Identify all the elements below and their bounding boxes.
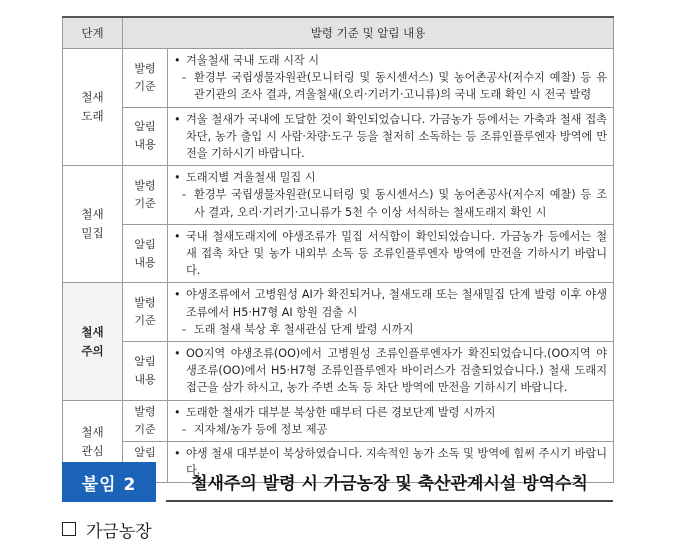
issue-label: 발령 기준: [123, 166, 168, 225]
notice-content: • 야생 철새 대부분이 북상하였습니다. 지속적인 농가 소독 및 방역에 힘써 주시기 바랍니다.: [168, 442, 614, 483]
notice-content: • 겨울 철새가 국내에 도달한 것이 확인되었습니다. 가금농가 등에서는 가축과 철새 접촉 차단, 농가 출입 시 사람·차량·도구 등을 철저히 소독하는 등 조류인플루엔자 방역에 만전을 기하시기 바랍니다.: [168, 107, 614, 166]
annex-badge: 붙임 2: [62, 462, 156, 502]
table-row: [63, 400, 614, 441]
section-heading: [62, 516, 152, 542]
stage-cell-arrival: 철새 도래: [63, 49, 123, 166]
issue-criteria: • 도래지별 겨울철새 밀집 시 - 환경부 국립생물자원관(모니터링 및 동시센서스) 및 농어촌공사(저수지 예찰) 등 조사 결과, 오리·기러기·고니류가 5천 수 이상 서식하는 철새도래지 확인 시: [168, 166, 614, 225]
table-row: [63, 283, 614, 342]
stage-cell-interest: 철새 관심: [63, 400, 123, 483]
issue-criteria: • 도래한 철새가 대부분 북상한 때부터 다른 경보단계 발령 시까지 - 지자체/농가 등에 정보 제공: [168, 400, 614, 441]
issue-criteria: • 야생조류에서 고병원성 AI가 확진되거나, 철새도래 또는 철새밀집 단계 발령 이후 야생조류에서 H5·H7형 AI 항원 검출 시 - 도래 철새 북상 후 철새관심 단계 발령 시까지: [168, 283, 614, 342]
header-stage: 단계: [63, 17, 123, 49]
notice-label: 알림 내용: [123, 224, 168, 283]
annex-title: 철새주의 발령 시 가금농장 및 축산관계시설 방역수칙: [166, 462, 613, 502]
header-criteria: 발령 기준 및 알림 내용: [123, 17, 614, 49]
notice-content: • 국내 철새도래지에 야생조류가 밀집 서식함이 확인되었습니다. 가금농가 등에서는 철새 접촉 차단 및 농가 내외부 소독 등 조류인플루엔자 방역에 만전을 기하시기 바랍니다.: [168, 224, 614, 283]
notice-content: • OO지역 야생조류(OO)에서 고병원성 조류인플루엔자가 확진되었습니다.(OO지역 야생조류(OO)에서 H5·H7형 조류인플루엔자 바이러스가 검출되었습니다.) 철새 도래지 접근을 삼가 하시고, 농가 주변 소독 등 차단 방역에 만전을 기하시기 바랍니다.: [168, 342, 614, 401]
table-row: [63, 166, 614, 225]
annex-header: [62, 462, 613, 502]
notice-label: 알림 내용: [123, 107, 168, 166]
section-title: 가금농장: [86, 521, 152, 542]
issue-label: 발령 기준: [123, 49, 168, 108]
table-row: [63, 342, 614, 401]
issue-label: 발령 기준: [123, 400, 168, 441]
alert-stage-table: [62, 16, 614, 483]
issue-criteria: • 겨울철새 국내 도래 시작 시 - 환경부 국립생물자원관(모니터링 및 동시센서스) 및 농어촌공사(저수지 예찰) 등 유관기관의 조사 결과, 겨울철새(오리·기러기·고니류)의 국내 도래 확인 시 전국 발령: [168, 49, 614, 108]
notice-label: 알림: [123, 442, 168, 483]
table-header-row: [63, 17, 614, 49]
notice-label: 알림 내용: [123, 342, 168, 401]
table-row: [63, 107, 614, 166]
stage-cell-density: 철새 밀집: [63, 166, 123, 283]
table-row: [63, 49, 614, 108]
table-row: [63, 224, 614, 283]
stage-cell-caution: 철새 주의: [63, 283, 123, 400]
issue-label: 발령 기준: [123, 283, 168, 342]
checkbox-icon: [62, 522, 76, 536]
